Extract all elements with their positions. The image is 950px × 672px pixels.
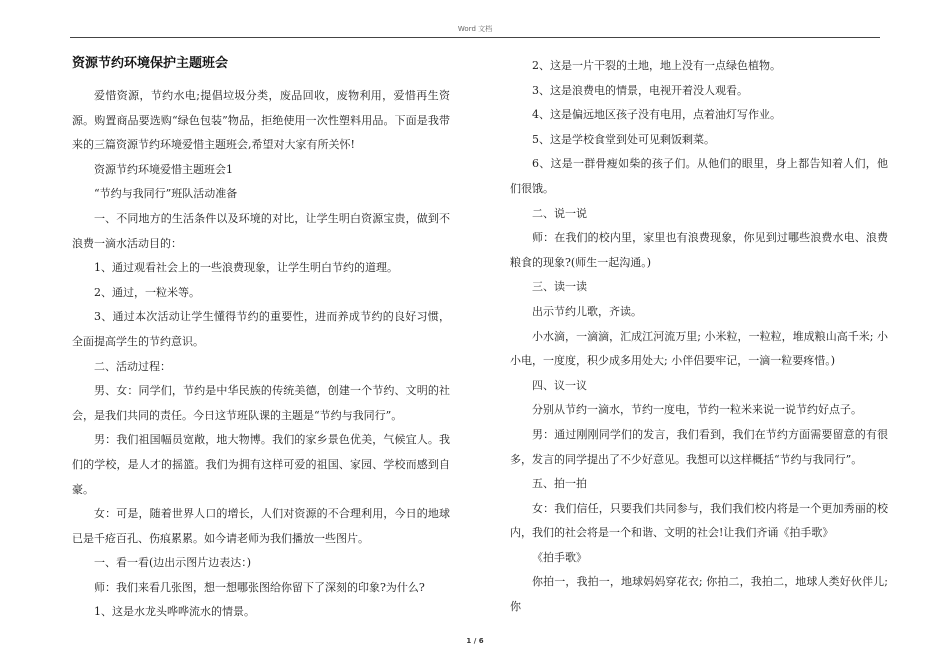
- paragraph: 1、通过观看社会上的一些浪费现象，让学生明白节约的道理。: [94, 261, 398, 275]
- paragraph: 女：我们信任，只要我们共同参与，我们我们校内将是一个更加秀丽的校内，我们的社会将是一个和谐、文明的社会!让我们齐诵《拍手歌》: [510, 501, 888, 540]
- paragraph: 男：我们祖国幅员宽敞，地大物博。我们的家乡景色优美，气候宜人。我们的学校，是人才的摇篮。我们为拥有这样可爱的祖国、家园、学校而感到自豪。: [72, 433, 450, 496]
- paragraph: 1、这是水龙头哗哗流水的情景。: [94, 605, 255, 619]
- paragraph: 6、这是一群骨瘦如柴的孩子们。从他们的眼里，身上都告知着人们，他们很饿。: [510, 157, 888, 195]
- paragraph: 2、这是一片干裂的土地，地上没有一点绿色植物。: [532, 59, 781, 72]
- paragraph: 一、看一看(边出示图片边表达：): [94, 556, 252, 570]
- paragraph: 五、拍一拍: [532, 477, 587, 491]
- paragraph: 二、说一说: [532, 206, 587, 220]
- paragraph: 小水滴，一滴滴，汇成江河流万里; 小米粒，一粒粒，堆成粮山高千米; 小小电，一度度，积少成多用处大; 小伴侣要牢记，一滴一粒要疼惜。): [510, 329, 888, 368]
- paragraph: 男、女：同学们，节约是中华民族的传统美德，创建一个节约、文明的社会，是我们共同的责任。今日这节班队课的主题是“节约与我同行”。: [72, 384, 450, 422]
- paragraph: 你拍一，我拍一，地球妈妈穿花衣; 你拍二，我拍二，地球人类好伙伴儿; 你: [510, 575, 888, 614]
- paragraph: 分别从节约一滴水，节约一度电，节约一粒米来说一说节约好点子。: [532, 403, 862, 417]
- paragraph: 师：在我们的校内里，家里也有浪费现象，你见到过哪些浪费水电、浪费粮食的现象?(师生一起沟通。): [510, 231, 888, 269]
- header-divider: [70, 37, 880, 38]
- paragraph: 5、这是学校食堂到处可见剩饭剩菜。: [532, 132, 715, 146]
- paragraph: 男：通过刚刚同学们的发言，我们看到，我们在节约方面需要留意的有很多，发言的同学提出了不少好意见。我想可以这样概括“节约与我同行”。: [510, 427, 888, 466]
- paragraph: 《拍手歌》: [532, 550, 587, 564]
- left-column: [72, 54, 450, 625]
- right-column: [510, 54, 888, 620]
- header-title: Word 文档: [457, 25, 493, 33]
- document-title: 资源节约环境保护主题班会: [72, 56, 229, 71]
- paragraph: 四、议一议: [532, 378, 587, 392]
- paragraph: 3、通过本次活动让学生懂得节约的重要性，进而养成节约的良好习惯，全面提高学生的节约意识。: [72, 310, 450, 348]
- paragraph: 4、这是偏远地区孩子没有电用，点着油灯写作业。: [532, 108, 781, 122]
- paragraph: 出示节约儿歌，齐读。: [532, 304, 642, 318]
- paragraph: 女：可是，随着世界人口的增长，人们对资源的不合理利用，今日的地球已是千疮百孔、伤痕累累。如今请老师为我们播放一些图片。: [72, 507, 450, 545]
- paragraph: 师：我们来看几张图，想一想哪张图给你留下了深刻的印象?为什么?: [94, 580, 425, 594]
- paragraph: 2、通过，一粒米等。: [94, 285, 200, 299]
- paragraph: 爱惜资源，节约水电;提倡垃圾分类，废品回收，废物利用，爱惜再生资源。购置商品要选购“绿色包装”物品，拒绝使用一次性塑料用品。下面是我带来的三篇资源节约环境爱惜主题班会,希望对大家有所关怀!: [72, 89, 450, 152]
- paragraph: 二、活动过程：: [94, 359, 171, 373]
- paragraph: 3、这是浪费电的情景，电视开着没人观看。: [532, 83, 748, 97]
- paragraph: “节约与我同行”班队活动准备: [94, 187, 238, 201]
- page-number: 1 / 6: [466, 637, 484, 645]
- paragraph: 三、读一读: [532, 280, 587, 294]
- paragraph: 一、不同地方的生活条件以及环境的对比，让学生明白资源宝贵，做到不浪费一滴水活动目的：: [72, 211, 450, 250]
- paragraph: 资源节约环境爱惜主题班会1: [94, 162, 233, 176]
